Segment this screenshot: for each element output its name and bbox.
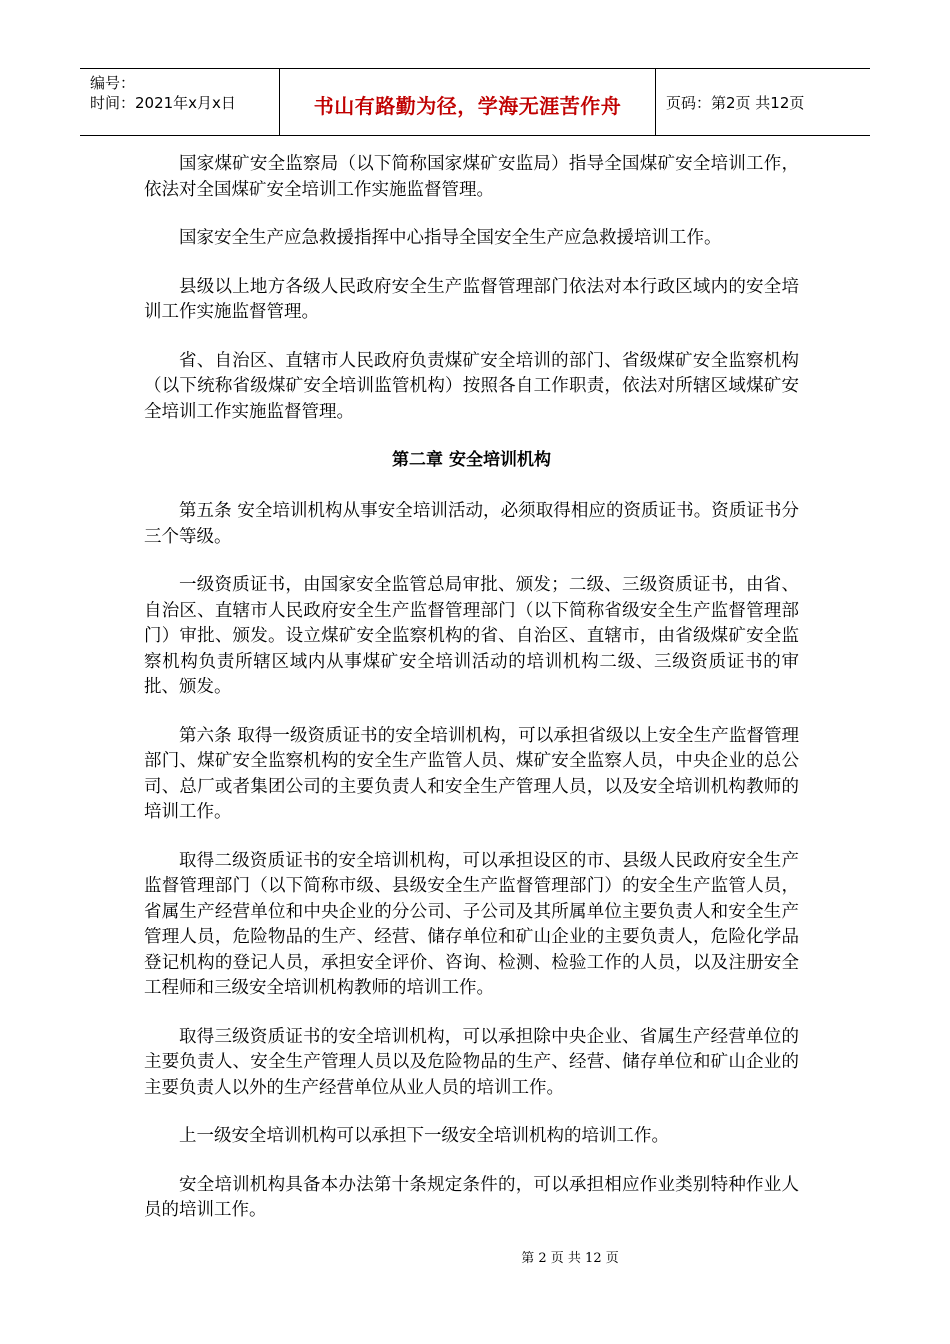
header-motto: 书山有路勤为径，学海无涯苦作舟 xyxy=(313,93,622,118)
footer-page-number: 第 2 页 共 12 页 xyxy=(521,1251,619,1266)
document-body xyxy=(144,152,799,1247)
paragraph: 取得二级资质证书的安全培训机构，可以承担设区的市、县级人民政府安全生产监督管理部门（以下简称市级、县级安全生产监督管理部门）的安全生产监管人员，省属生产经营单位和中央企业的分公司、子公司及其所属单位主要负责人和安全生产管理人员，危险物品的生产、经营、储存单位和矿山企业的主要负责人，危险化学品登记机构的登记人员，承担安全评价、咨询、检测、检验工作的人员，以及注册安全工程师和三级安全培训机构教师的培训工作。 xyxy=(144,850,799,998)
header-page-info: 页码：第2页 共12页 xyxy=(666,93,805,112)
paragraph: 第六条 取得一级资质证书的安全培训机构，可以承担省级以上安全生产监督管理部门、煤矿安全监察机构的安全生产监管人员、煤矿安全监察人员，中央企业的总公司、总厂或者集团公司的主要负责人和安全生产管理人员，以及安全培训机构教师的培训工作。 xyxy=(144,725,799,822)
paragraph: 县级以上地方各级人民政府安全生产监督管理部门依法对本行政区域内的安全培训工作实施监督管理。 xyxy=(144,276,799,322)
paragraph: 一级资质证书，由国家安全监管总局审批、颁发；二级、三级资质证书，由省、自治区、直辖市人民政府安全生产监督管理部门（以下简称省级安全生产监督管理部门）审批、颁发。设立煤矿安全监察机构的省、自治区、直辖市，由省级煤矿安全监察机构负责所辖区域内从事煤矿安全培训活动的培训机构二级、三级资质证书的审批、颁发。 xyxy=(144,575,799,697)
header-page-cell xyxy=(656,69,870,135)
page-header xyxy=(80,68,870,136)
page-footer xyxy=(0,1247,950,1266)
header-meta-cell xyxy=(80,69,280,135)
paragraph: 安全培训机构具备本办法第十条规定条件的，可以承担相应作业类别特种作业人员的培训工作。 xyxy=(144,1174,799,1220)
document-number-label: 编号： xyxy=(90,74,136,92)
document-date: 时间：2021年x月x日 xyxy=(90,94,236,112)
paragraph: 上一级安全培训机构可以承担下一级安全培训机构的培训工作。 xyxy=(179,1126,669,1146)
paragraph: 取得三级资质证书的安全培训机构，可以承担除中央企业、省属生产经营单位的主要负责人、安全生产管理人员以及危险物品的生产、经营、储存单位和矿山企业的主要负责人以外的生产经营单位从业人员的培训工作。 xyxy=(144,1026,799,1098)
paragraph: 第五条 安全培训机构从事安全培训活动，必须取得相应的资质证书。资质证书分三个等级。 xyxy=(144,501,799,547)
paragraph: 国家安全生产应急救援指挥中心指导全国安全生产应急救援培训工作。 xyxy=(179,228,722,248)
paragraph: 国家煤矿安全监察局（以下简称国家煤矿安监局）指导全国煤矿安全培训工作，依法对全国煤矿安全培训工作实施监督管理。 xyxy=(144,154,799,200)
header-motto-cell xyxy=(280,69,656,135)
chapter-title: 第二章 安全培训机构 xyxy=(392,450,551,470)
paragraph: 省、自治区、直辖市人民政府负责煤矿安全培训的部门、省级煤矿安全监察机构（以下统称省级煤矿安全培训监管机构）按照各自工作职责，依法对所辖区域煤矿安全培训工作实施监督管理。 xyxy=(144,350,799,422)
